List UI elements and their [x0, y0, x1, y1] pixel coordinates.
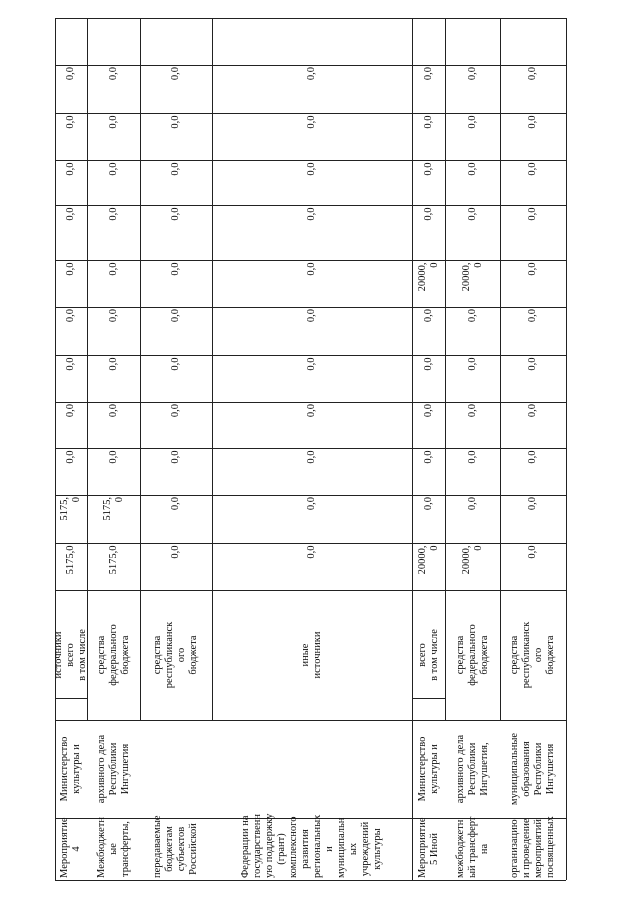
executor-cell: [500, 720, 566, 818]
value-cell: [412, 355, 445, 402]
value-cell: [212, 65, 412, 113]
value-cell-text: 0,0: [170, 67, 181, 81]
value-cell-text: 0,0: [527, 162, 538, 176]
value-cell-text: 0,0: [107, 404, 119, 418]
value-cell: [212, 260, 412, 307]
source-cell: [445, 590, 500, 720]
value-cell-text: 0,0: [65, 262, 76, 276]
value-cell-text: 20000, 0: [460, 262, 484, 291]
program-cell-text: Федерации на государственн ую поддержку (грант) комплексного развития региональных и муниципальн ых учреждений культуры: [240, 813, 383, 878]
value-cell-text: 0,0: [306, 162, 317, 176]
value-cell: [212, 355, 412, 402]
program-cell: [445, 818, 500, 880]
value-cell-text: 5175, 0: [59, 497, 82, 521]
value-cell: [55, 307, 87, 355]
value-cell-text: 0,0: [527, 450, 538, 464]
value-cell: [212, 160, 412, 205]
value-cell-text: 0,0: [107, 262, 119, 276]
value-cell-text: 0,0: [306, 450, 317, 464]
value-cell: [212, 402, 412, 448]
value-cell: [140, 543, 212, 590]
value-cell-text: 0,0: [107, 115, 119, 129]
source-cell: [500, 590, 566, 720]
value-cell: [500, 402, 566, 448]
executor-cell-text: Министерство культуры и: [416, 736, 440, 802]
value-cell: [87, 495, 140, 543]
value-cell: [500, 65, 566, 113]
value-cell-text: 0,0: [170, 162, 181, 176]
value-cell: [500, 307, 566, 355]
value-cell: [87, 402, 140, 448]
source-cell-text: источники всего в том числе: [53, 629, 88, 681]
value-cell-text: 0,0: [466, 450, 478, 464]
program-cell: [212, 813, 412, 880]
value-cell-text: 0,0: [306, 497, 317, 511]
value-cell: [55, 160, 87, 205]
value-cell: [445, 260, 500, 307]
value-cell-text: 20000, 0: [416, 545, 440, 574]
value-cell: [87, 65, 140, 113]
value-cell: [445, 160, 500, 205]
value-cell: [212, 543, 412, 590]
value-cell: [212, 495, 412, 543]
source-cell-text: средства республиканск ого бюджета: [152, 621, 199, 689]
value-cell-text: 5175, 0: [101, 497, 125, 521]
value-cell: [500, 160, 566, 205]
value-cell: [500, 205, 566, 260]
source-cell: [140, 590, 212, 720]
value-cell: [55, 113, 87, 160]
source-cell: [212, 590, 412, 720]
value-cell-text: 0,0: [527, 357, 538, 371]
value-cell: [445, 113, 500, 160]
value-cell: [445, 307, 500, 355]
value-cell: [500, 355, 566, 402]
program-cell-text: Межбюджетн ые трансферты,: [95, 817, 131, 878]
value-cell-text: 0,0: [170, 450, 181, 464]
value-cell: [445, 402, 500, 448]
value-cell: [212, 205, 412, 260]
value-cell-text: 0,0: [170, 309, 181, 323]
value-cell-text: 0,0: [466, 497, 478, 511]
value-cell: [55, 65, 87, 113]
value-cell-text: 0,0: [170, 404, 181, 418]
value-cell: [140, 355, 212, 402]
value-cell: [140, 113, 212, 160]
value-cell: [87, 448, 140, 495]
value-cell: [87, 205, 140, 260]
source-cell-text: средства федерального бюджета: [95, 624, 131, 686]
value-cell-text: 0,0: [422, 404, 434, 418]
value-cell: [87, 260, 140, 307]
value-cell-text: 0,0: [65, 309, 76, 323]
value-cell: [140, 260, 212, 307]
value-cell: [140, 448, 212, 495]
value-cell-text: 0,0: [65, 207, 76, 221]
grid-line: [55, 880, 566, 881]
source-cell-text: средства федерального бюджета: [454, 624, 490, 686]
value-cell: [87, 543, 140, 590]
value-cell: [140, 307, 212, 355]
value-cell-text: 0,0: [527, 207, 538, 221]
value-cell: [140, 402, 212, 448]
program-cell: [500, 818, 566, 880]
value-cell-text: 0,0: [527, 115, 538, 129]
program-cell-text: Мероприятие 4: [59, 817, 82, 878]
value-cell-text: 0,0: [422, 357, 434, 371]
value-cell: [212, 113, 412, 160]
value-cell-text: 0,0: [306, 207, 317, 221]
value-cell-text: 0,0: [170, 115, 181, 129]
value-cell: [212, 448, 412, 495]
executor-cell: [212, 720, 412, 818]
executor-cell: [412, 720, 445, 818]
value-cell: [140, 160, 212, 205]
value-cell-text: 0,0: [306, 404, 317, 418]
executor-cell-text: архивного дела Республики Ингушетия: [95, 734, 131, 804]
program-cell-text: межбюджетн ый трансферт на: [454, 816, 490, 878]
program-cell: [55, 818, 87, 880]
value-cell-text: 0,0: [527, 497, 538, 511]
value-cell: [140, 495, 212, 543]
value-cell-text: 0,0: [466, 309, 478, 323]
value-cell-text: 20000, 0: [416, 262, 440, 291]
value-cell: [412, 113, 445, 160]
value-cell-text: 0,0: [422, 67, 434, 81]
executor-cell: [55, 720, 87, 818]
value-cell-text: 0,0: [422, 207, 434, 221]
value-cell: [212, 307, 412, 355]
value-cell: [445, 448, 500, 495]
value-cell: [445, 495, 500, 543]
value-cell: [412, 402, 445, 448]
value-cell: [55, 402, 87, 448]
value-cell-text: 0,0: [170, 545, 181, 559]
program-cell: [87, 818, 140, 880]
value-cell-text: 0,0: [466, 115, 478, 129]
executor-cell-text: Министерство культуры и: [59, 736, 82, 802]
value-cell-text: 5175,0: [107, 545, 119, 574]
grid-line: [566, 18, 567, 880]
value-cell-text: 5175,0: [65, 545, 76, 574]
value-cell: [412, 260, 445, 307]
source-cell-text: средства республиканск ого бюджета: [509, 621, 556, 689]
value-cell: [87, 307, 140, 355]
source-cell: [412, 590, 445, 720]
value-cell-text: 0,0: [306, 309, 317, 323]
value-cell: [412, 543, 445, 590]
value-cell-text: 0,0: [306, 262, 317, 276]
value-cell-text: 0,0: [306, 545, 317, 559]
value-cell-text: 0,0: [527, 309, 538, 323]
value-cell: [445, 205, 500, 260]
value-cell: [412, 495, 445, 543]
grid-line: [55, 18, 566, 19]
value-cell-text: 0,0: [466, 67, 478, 81]
value-cell-text: 0,0: [527, 404, 538, 418]
value-cell-text: 0,0: [107, 162, 119, 176]
value-cell-text: 0,0: [170, 207, 181, 221]
value-cell-text: 0,0: [466, 162, 478, 176]
value-cell-text: 0,0: [170, 357, 181, 371]
executor-cell-text: архивного дела Республики Ингушетия,: [454, 734, 490, 804]
value-cell-text: 0,0: [170, 262, 181, 276]
value-cell: [87, 160, 140, 205]
value-cell: [55, 495, 87, 543]
value-cell-text: 0,0: [422, 450, 434, 464]
value-cell: [412, 448, 445, 495]
source-cell-text: всего в том числе: [416, 629, 440, 681]
value-cell-text: 0,0: [306, 357, 317, 371]
value-cell: [412, 205, 445, 260]
value-cell-text: 0,0: [65, 115, 76, 129]
value-cell: [140, 65, 212, 113]
executor-cell: [87, 720, 140, 818]
value-cell: [412, 160, 445, 205]
value-cell-text: 0,0: [466, 207, 478, 221]
value-cell: [140, 205, 212, 260]
value-cell-text: 0,0: [65, 67, 76, 81]
value-cell-text: 0,0: [107, 450, 119, 464]
value-cell-text: 0,0: [422, 115, 434, 129]
program-cell: [412, 818, 445, 880]
source-cell-text: иные источники: [300, 631, 323, 679]
source-cell: [55, 590, 87, 720]
value-cell-text: 0,0: [527, 67, 538, 81]
value-cell: [55, 205, 87, 260]
value-cell-text: 0,0: [422, 162, 434, 176]
value-cell: [412, 307, 445, 355]
program-cell-text: Мероприятие 5 Иной: [416, 817, 440, 878]
value-cell: [55, 543, 87, 590]
value-cell-text: 0,0: [65, 450, 76, 464]
value-cell-text: 0,0: [107, 67, 119, 81]
value-cell: [55, 260, 87, 307]
executor-cell: [140, 720, 212, 818]
value-cell-text: 0,0: [65, 357, 76, 371]
value-cell-text: 0,0: [170, 497, 181, 511]
value-cell-text: 0,0: [527, 262, 538, 276]
source-cell: [87, 590, 140, 720]
value-cell: [55, 355, 87, 402]
value-cell-text: 0,0: [422, 497, 434, 511]
program-cell-text: передаваемые бюджетам субъектов Российской: [152, 815, 199, 878]
value-cell: [445, 543, 500, 590]
value-cell-text: 0,0: [466, 357, 478, 371]
program-cell-text: организацию и проведение мероприятий посвященных: [509, 816, 556, 878]
value-cell-text: 0,0: [65, 162, 76, 176]
value-cell: [445, 65, 500, 113]
executor-cell: [445, 720, 500, 818]
value-cell-text: 0,0: [107, 207, 119, 221]
value-cell-text: 0,0: [65, 404, 76, 418]
value-cell: [412, 65, 445, 113]
value-cell-text: 0,0: [527, 545, 538, 559]
value-cell: [87, 355, 140, 402]
value-cell: [87, 113, 140, 160]
executor-cell-text: муниципальные образования Республики Ингушетия: [509, 732, 556, 806]
value-cell: [500, 543, 566, 590]
value-cell-text: 0,0: [306, 67, 317, 81]
value-cell: [500, 113, 566, 160]
value-cell-text: 0,0: [107, 309, 119, 323]
value-cell: [445, 355, 500, 402]
value-cell-text: 0,0: [306, 115, 317, 129]
value-cell-text: 0,0: [422, 309, 434, 323]
value-cell: [500, 448, 566, 495]
program-cell: [140, 815, 212, 880]
value-cell: [55, 448, 87, 495]
value-cell-text: 0,0: [466, 404, 478, 418]
value-cell: [500, 260, 566, 307]
value-cell-text: 0,0: [107, 357, 119, 371]
value-cell: [500, 495, 566, 543]
value-cell-text: 20000, 0: [460, 545, 484, 574]
